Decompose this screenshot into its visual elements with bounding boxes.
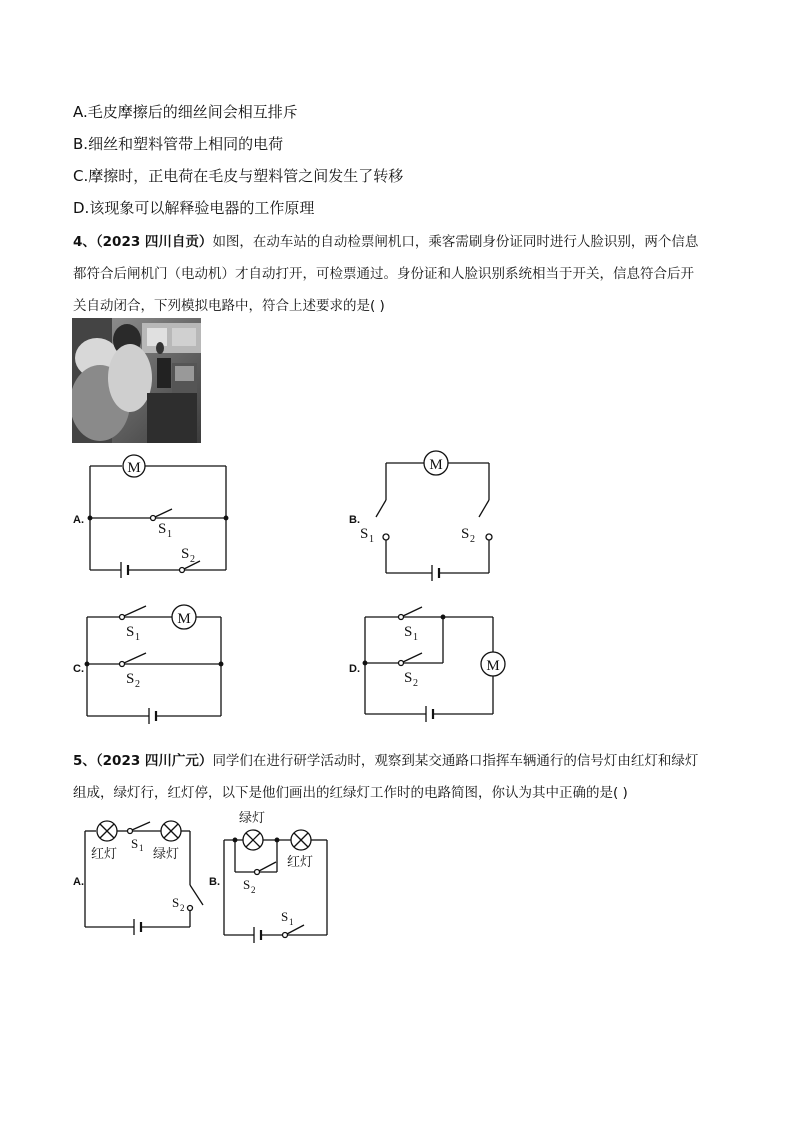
question-4-line1 — [73, 230, 698, 250]
question-5-source: （2023 四川广元） — [95, 753, 213, 769]
question-4-number: 4、 — [73, 234, 96, 250]
motor-label: M — [127, 460, 141, 476]
switch-s2-sub: 2 — [251, 885, 256, 895]
switch-s1-label: S — [131, 836, 139, 851]
circuit-5b-label: B. — [209, 876, 220, 888]
switch-s1-label: S — [281, 909, 289, 924]
switch-s2-label: S — [181, 546, 190, 562]
switch-s1-label: S — [360, 526, 369, 542]
option-d-text: 该现象可以解释验电器的工作原理 — [89, 199, 315, 217]
switch-s1-label: S — [404, 624, 413, 640]
switch-s2-label: S — [126, 671, 135, 687]
switch-s1-sub: 1 — [289, 917, 294, 927]
switch-s1-label: S — [126, 624, 135, 640]
lamp-icon — [243, 830, 263, 850]
option-c-letter: C. — [73, 167, 89, 185]
motor-label: M — [177, 611, 191, 627]
circuit-4b-label: B. — [349, 514, 360, 526]
switch-s2-label: S — [172, 895, 180, 910]
circuit-4c-label: C. — [73, 663, 84, 675]
circuit-4d — [363, 607, 505, 722]
circuit-5a — [85, 821, 203, 935]
circuit-5b — [224, 830, 327, 943]
switch-s1-sub: 1 — [413, 632, 418, 643]
question-4-line2: 都符合后闸机门（电动机）才自动打开，可检票通过。身份证和人脸识别系统相当于开关，信息符合后开 — [73, 266, 694, 282]
circuit-4c — [85, 605, 223, 724]
switch-s1-sub: 1 — [135, 632, 140, 643]
circuit-4a-label: A. — [73, 514, 84, 526]
q5-circuits — [0, 805, 794, 950]
switch-s2-sub: 2 — [135, 679, 140, 690]
ticket-gate-photo — [72, 318, 201, 443]
question-4-text1: 如图，在动车站的自动检票闸机口，乘客需刷身份证同时进行人脸识别，两个信息 — [212, 234, 699, 250]
option-b-letter: B. — [73, 135, 89, 153]
switch-s2-sub: 2 — [190, 554, 195, 565]
option-a-letter: A. — [73, 103, 88, 121]
question-4-source: （2023 四川自贡） — [95, 234, 213, 250]
option-c-text: 摩擦时，正电荷在毛皮与塑料管之间发生了转移 — [88, 167, 404, 185]
option-d-letter: D. — [73, 199, 90, 217]
circuit-4a — [88, 455, 228, 578]
switch-s2-label: S — [404, 670, 413, 686]
motor-label: M — [486, 658, 500, 674]
switch-s2-label: S — [243, 877, 251, 892]
switch-s2-sub: 2 — [470, 534, 475, 545]
option-b-text: 细丝和塑料管带上相同的电荷 — [88, 135, 284, 153]
motor-label: M — [429, 457, 443, 473]
option-a-text: 毛皮摩擦后的细丝间会相互排斥 — [87, 103, 298, 121]
switch-s1-sub: 1 — [139, 843, 144, 853]
switch-s1-label: S — [158, 521, 167, 537]
lamp-icon — [97, 821, 117, 841]
green-lamp-label: 绿灯 — [239, 811, 266, 826]
question-4-line3: 关自动闭合，下列模拟电路中，符合上述要求的是( ) — [73, 298, 385, 314]
lamp-icon — [161, 821, 181, 841]
question-5-number: 5、 — [73, 753, 96, 769]
question-5-line2: 组成，绿灯行，红灯停，以下是他们画出的红绿灯工作时的电路简图，你认为其中正确的是( ) — [73, 785, 628, 801]
circuit-4d-label: D. — [349, 663, 360, 675]
switch-s1-sub: 1 — [369, 534, 374, 545]
switch-s2-sub: 2 — [180, 903, 185, 913]
red-lamp-label: 红灯 — [91, 847, 118, 862]
question-5-text1: 同学们在进行研学活动时，观察到某交通路口指挥车辆通行的信号灯由红灯和绿灯 — [212, 753, 699, 769]
option-c — [73, 165, 403, 186]
option-b — [73, 133, 283, 154]
red-lamp-label: 红灯 — [287, 855, 314, 870]
switch-s2-sub: 2 — [413, 678, 418, 689]
question-5-line1 — [73, 749, 698, 769]
lamp-icon — [291, 830, 311, 850]
switch-s2-label: S — [461, 526, 470, 542]
q4-circuits — [0, 440, 794, 730]
switch-s1-sub: 1 — [167, 529, 172, 540]
circuit-5a-label: A. — [73, 876, 84, 888]
option-a — [73, 101, 298, 122]
option-d — [73, 197, 314, 218]
green-lamp-label: 绿灯 — [153, 847, 180, 862]
